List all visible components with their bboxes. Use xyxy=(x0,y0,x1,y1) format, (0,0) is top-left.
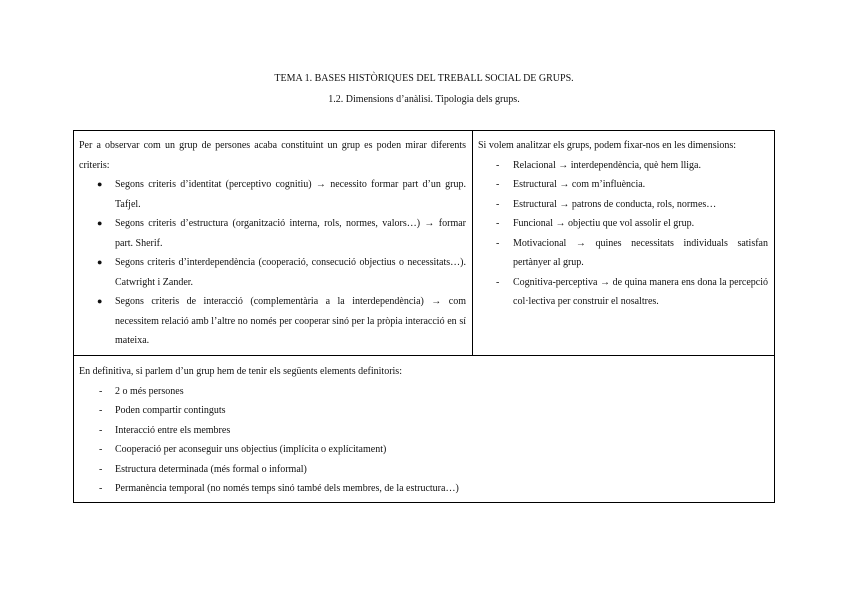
list-item-text: Funcional → objectiu que vol assolir el grup. xyxy=(513,218,695,229)
list-item-text: Cooperació per aconseguir uns objectius (implícita o explícitament) xyxy=(115,444,387,455)
dimensions-intro: Si volem analitzar els grups, podem fixar-nos en les dimensions: xyxy=(478,140,737,151)
list-item xyxy=(79,460,768,480)
list-item xyxy=(79,382,768,402)
list-item xyxy=(79,214,466,253)
dash-icon: - xyxy=(99,424,103,436)
dash-icon: - xyxy=(99,385,103,397)
dash-icon: - xyxy=(496,237,500,249)
list-item-text: Segons criteris d’identitat (perceptivo cognitiu) → necessito formar part d’un grup. Tafjel. xyxy=(115,179,466,210)
dimensions-cell xyxy=(473,131,774,356)
bullet-icon: ● xyxy=(97,257,103,267)
list-item xyxy=(478,156,768,176)
list-item-text: Estructural → com m’influència. xyxy=(513,179,646,190)
dash-icon: - xyxy=(496,159,500,171)
list-item xyxy=(79,253,466,292)
list-item-text: Poden compartir continguts xyxy=(115,405,226,416)
bullet-icon: ● xyxy=(97,296,103,306)
list-item-text: Estructural → patrons de conducta, rols, normes… xyxy=(513,198,717,210)
list-item xyxy=(79,401,768,421)
dash-icon: - xyxy=(496,198,500,210)
list-item-text: Relacional → interdependència, què hem lliga. xyxy=(513,159,701,171)
list-item xyxy=(478,175,768,195)
definition-intro: En definitiva, si parlem d’un grup hem de tenir els següents elements definitoris: xyxy=(79,366,402,377)
list-item-text: Cognitiva-perceptiva → de quina manera ens dona la percepció col·lectiva per construir el nosaltres. xyxy=(513,276,768,307)
dimensions-list xyxy=(478,156,768,312)
document-title: TEMA 1. BASES HISTÒRIQUES DEL TREBALL SOCIAL DE GRUPS. xyxy=(274,73,574,84)
criteria-cell xyxy=(74,131,473,356)
criteria-intro: Per a observar com un grup de persones acaba constituint un grup es poden mirar diferents criteris: xyxy=(79,140,466,171)
bullet-icon: ● xyxy=(97,218,103,228)
list-item-text: Permanència temporal (no només temps sinó també dels membres, de la estructura…) xyxy=(115,483,459,494)
definition-cell xyxy=(74,356,774,502)
list-item xyxy=(478,214,768,234)
dash-icon: - xyxy=(99,405,103,416)
document-subtitle: 1.2. Dimensions d’anàlisi. Tipologia dels grups. xyxy=(328,94,520,105)
list-item-text: Segons criteris d’estructura (organització interna, rols, normes, valors…) → formar part. Sherif. xyxy=(115,218,466,249)
dash-icon: - xyxy=(99,483,103,494)
dash-icon: - xyxy=(496,276,500,288)
dash-icon: - xyxy=(99,463,103,475)
list-item-text: Motivacional → quines necessitats individuals satisfan pertànyer al grup. xyxy=(513,237,768,268)
dash-icon: - xyxy=(496,218,500,229)
list-item xyxy=(79,175,466,214)
list-item xyxy=(79,440,768,460)
dash-icon: - xyxy=(496,179,500,190)
list-item-text: Estructura determinada (més formal o informal) xyxy=(115,463,307,475)
definition-list xyxy=(79,382,768,499)
list-item xyxy=(478,273,768,312)
list-item xyxy=(79,479,768,499)
dash-icon: - xyxy=(99,444,103,455)
list-item xyxy=(79,421,768,441)
list-item-text: Segons criteris de interacció (complementària a la interdependència) → com necessitem relació amb l’altre no només per cooperar sinó per la pròpia interacció en sí mateixa. xyxy=(115,296,466,346)
bullet-icon: ● xyxy=(97,179,103,189)
list-item xyxy=(478,234,768,273)
criteria-list xyxy=(79,175,466,351)
list-item xyxy=(478,195,768,215)
list-item-text: Interacció entre els membres xyxy=(115,424,231,436)
list-item xyxy=(79,292,466,351)
list-item-text: Segons criteris d’interdependència (cooperació, consecució objectius o necessitats…). Catwright i Zander. xyxy=(115,257,466,288)
list-item-text: 2 o més persones xyxy=(115,385,184,397)
content-table xyxy=(73,130,775,503)
